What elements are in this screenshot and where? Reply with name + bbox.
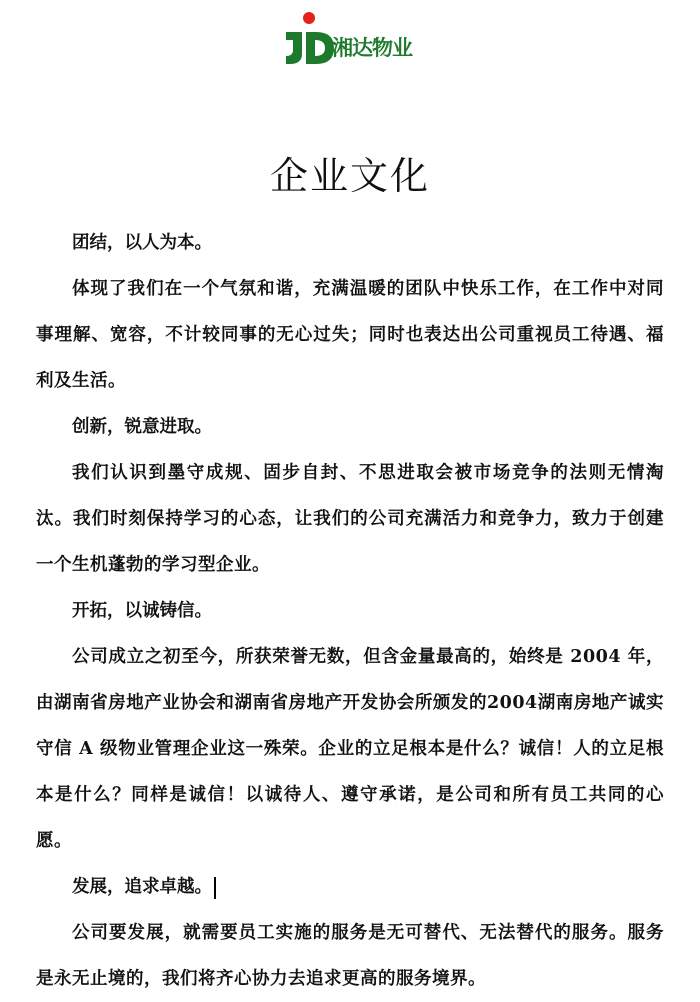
section-heading: 团结，以人为本。 — [72, 233, 212, 253]
logo-mark-icon — [282, 10, 338, 66]
section-heading-with-cursor[interactable] — [36, 864, 664, 910]
section-body: 我们认识到墨守成规、固步自封、不思进取会被市场竞争的法则无情淘汰。我们时刻保持学习的心态，让我们的公司充满活力和竞争力，致力于创建一个生机蓬勃的学习型企业。 — [36, 463, 664, 575]
logo-green-stroke-left — [286, 32, 302, 64]
section-heading: 创新，锐意进取。 — [72, 417, 212, 437]
company-logo — [282, 10, 422, 66]
logo-text: 湘达物业 — [332, 36, 412, 60]
section-body: 体现了我们在一个气氛和谐，充满温暖的团队中快乐工作，在工作中对同事理解、宽容，不计较同事的无心过失；同时也表达出公司重视员工待遇、福利及生活。 — [36, 279, 664, 391]
section-heading-text: 发展，追求卓越。 — [72, 877, 212, 897]
logo-green-stroke-right — [306, 32, 334, 64]
document-body — [36, 220, 664, 1002]
section-body: 公司要发展，就需要员工实施的服务是无可替代、无法替代的服务。服务是永无止境的，我们将齐心协力去追求更高的服务境界。 — [36, 923, 664, 989]
page-title: 企业文化 — [269, 154, 430, 199]
logo-red-dot — [303, 12, 315, 24]
section-heading: 开拓，以诚铸信。 — [72, 601, 212, 621]
text-cursor — [214, 877, 216, 899]
section-body: 公司成立之初至今，所获荣誉无数，但含金量最高的，始终是 2004 年，由湖南省房地产业协会和湖南省房地产开发协会所颁发的2004湖南房地产诚实守信 A 级物业管理企业这一殊荣。企业的立足根本是什么？诚信！人的立足根本是什么？同样是诚信！以诚待人、遵守承诺，是公司和所有员工共同的心愿。 — [36, 647, 664, 851]
